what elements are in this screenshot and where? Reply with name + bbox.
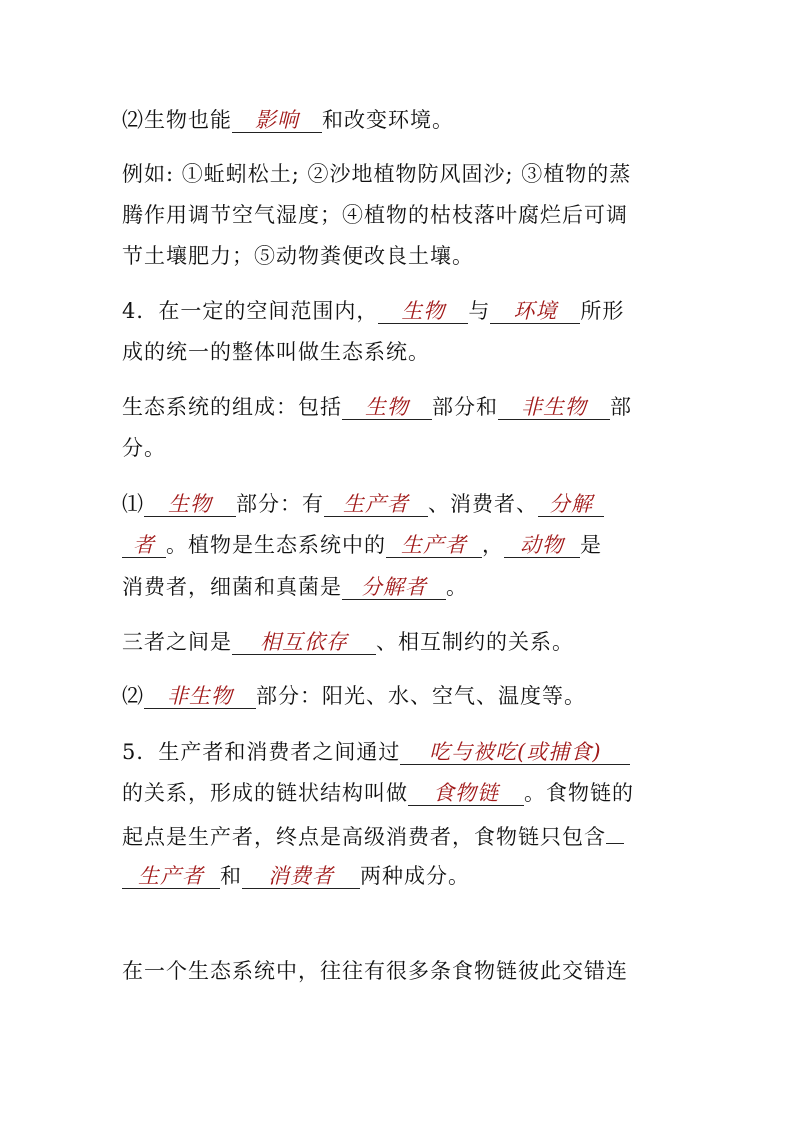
paragraph-food-web: 在一个生态系统中，往往有很多条食物链彼此交错连 [122,959,628,983]
text: 的关系，形成的链状结构叫做 [122,781,408,805]
answer-blank: 环境 [490,299,580,324]
examples-line-3: 节土壤肥力；⑤动物粪便改良土壤。 [122,244,474,268]
text: 部 [610,395,632,419]
text: ⑵ [122,684,144,708]
text: 消费者，细菌和真菌是 [122,575,342,599]
answer-blank: 生物 [342,395,432,420]
paragraph-ecosystem-definition [122,297,682,325]
answer-blank: 生产者 [122,864,220,889]
paragraph-biotic-line-2 [122,531,682,559]
paragraph-abiotic [122,682,682,710]
paragraph-biotic-line-1 [122,490,682,518]
examples-line-1: 例如: ①蚯蚓松土; ②沙地植物防风固沙; ③植物的蒸 [122,162,632,186]
answer-blank: 分解 [538,492,604,517]
text: ⑵生物也能 [122,108,232,132]
paragraph-ecosystem-composition-line-2: 分。 [122,436,166,460]
paragraph-food-chain-line-2 [122,779,682,807]
answer-blank: 生物 [144,492,236,517]
text: ， [482,533,504,557]
text: 4．在一定的空间范围内， [122,299,379,323]
paragraph-food-chain-line-3 [122,821,682,851]
answer-blank: 生产者 [324,492,428,517]
answer-blank: 分解者 [342,575,446,600]
text: 生态系统的组成：包括 [122,395,342,419]
answer-blank: 食物链 [408,781,524,806]
text: 。植物是生态系统中的 [166,533,386,557]
answer-blank: 影响 [232,108,322,133]
text: 和 [220,864,242,888]
text: 部分和 [432,395,498,419]
answer-blank: 者 [122,533,166,558]
text: 是 [580,533,602,557]
text: 所形 [580,299,625,323]
text: 和改变环境。 [322,108,454,132]
answer-blank: 非生物 [498,395,610,420]
text: 部分：阳光、水、空气、温度等。 [256,684,586,708]
paragraph-ecosystem-composition [122,393,682,421]
answer-blank: 消费者 [242,864,360,889]
paragraph-ecosystem-definition-line-2: 成的统一的整体叫做生态系统。 [122,340,430,364]
paragraph-affect-environment [122,106,682,134]
text: 5．生产者和消费者之间通过 [122,740,401,764]
text: 、消费者、 [428,492,538,516]
paragraph-interdependence [122,628,682,656]
answer-blank: 非生物 [144,684,256,709]
answer-blank: 相互依存 [232,630,376,655]
text: 两种成分。 [360,864,470,888]
text: 部分：有 [236,492,324,516]
text: 与 [468,299,491,323]
answer-blank: 动物 [504,533,580,558]
text: 三者之间是 [122,630,232,654]
paragraph-food-chain-line-4 [122,862,682,890]
text: 。食物链的 [524,781,634,805]
text: ⑴ [122,492,144,516]
examples-line-2: 腾作用调节空气湿度；④植物的枯枝落叶腐烂后可调 [122,203,628,227]
paragraph-biotic-line-3 [122,573,682,601]
text: 、相互制约的关系。 [376,630,574,654]
answer-blank: 生产者 [386,533,482,558]
text: 。 [446,575,468,599]
answer-blank: 吃与被吃(或捕食) [400,740,630,765]
text: 起点是生产者，终点是高级消费者，食物链只包含 [122,825,606,849]
paragraph-food-chain-line-1 [122,738,682,766]
blank-line [606,821,624,844]
answer-blank: 生物 [378,299,468,324]
